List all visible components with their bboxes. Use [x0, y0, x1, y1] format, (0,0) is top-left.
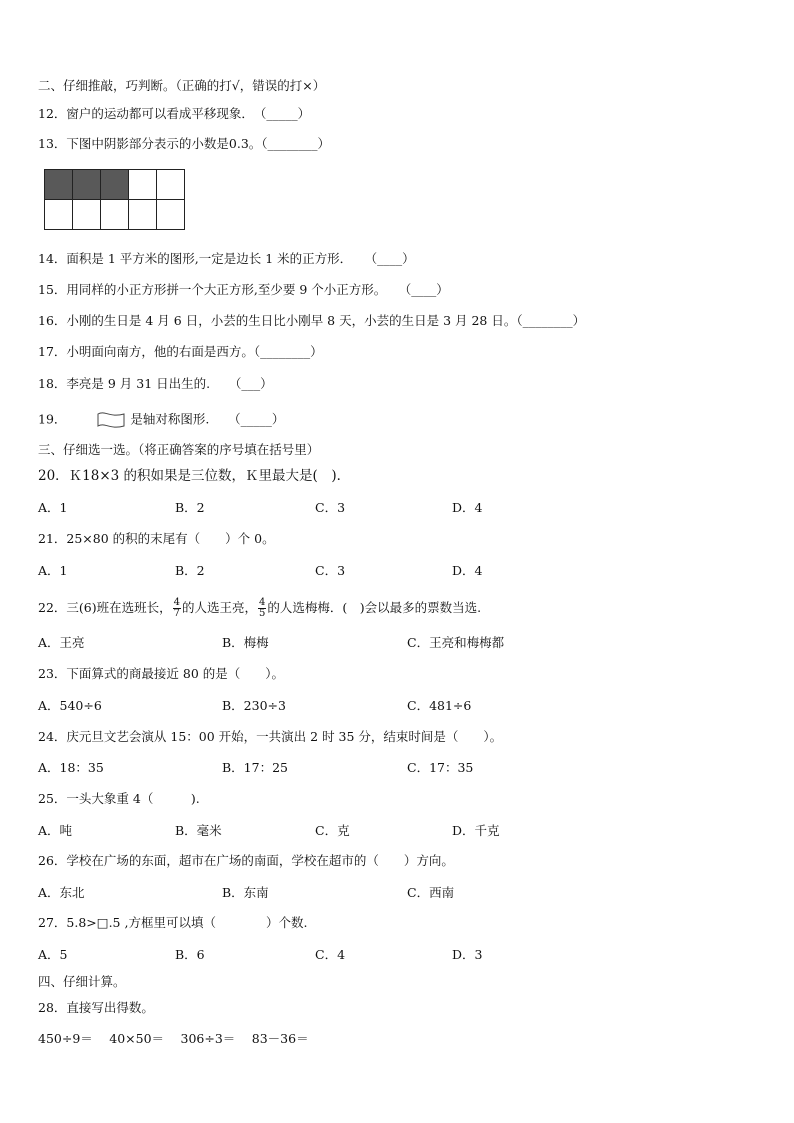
grid-cell-shaded [45, 170, 73, 200]
q26-option-c: C．西南 [407, 885, 455, 900]
q20-option-c: C．3 [315, 500, 346, 515]
question-13: 13．下图中阴影部分表示的小数是0.3。（________） [38, 136, 331, 151]
grid-cell [157, 170, 185, 200]
question-27: 27．5.8>□.5 ,方框里可以填（ ）个数. [38, 915, 308, 930]
grid-cell [45, 200, 73, 230]
grid-cell [101, 200, 129, 230]
section-2-heading: 二、仔细推敲，巧判断。（正确的打√，错误的打×） [38, 78, 326, 93]
q25-option-c: C．克 [315, 823, 350, 838]
section-4-heading: 四、仔细计算。 [38, 974, 126, 989]
grid-cell-shaded [73, 170, 101, 200]
grid-cell-shaded [101, 170, 129, 200]
q22-part-a: 22．三(6)班在选班长， [38, 600, 172, 615]
question-15: 15．用同样的小正方形拼一个大正方形,至少要 9 个小正方形。 （____） [38, 282, 449, 297]
q22-option-b: B．梅梅 [222, 635, 269, 650]
question-18: 18．李亮是 9 月 31 日出生的. （___） [38, 376, 273, 391]
q21-option-a: A．1 [38, 563, 68, 578]
grid-cell [157, 200, 185, 230]
question-26: 26．学校在广场的东面，超市在广场的南面，学校在超市的（ ）方向。 [38, 853, 454, 868]
question-14: 14．面积是 1 平方米的图形,一定是边长 1 米的正方形． （____） [38, 251, 415, 266]
section-3-heading: 三、仔细选一选。（将正确答案的序号填在括号里） [38, 442, 320, 457]
q20-option-b: B．2 [175, 500, 205, 515]
q22-part-b: 的人选王亮， [182, 600, 258, 615]
q24-option-b: B．17：25 [222, 760, 288, 775]
q22-option-c: C．王亮和梅梅都 [407, 635, 505, 650]
q21-option-d: D．4 [452, 563, 483, 578]
q26-option-a: A．东北 [38, 885, 85, 900]
fraction-four-fifths [258, 598, 266, 619]
q24-option-a: A．18：35 [38, 760, 104, 775]
q27-option-b: B．6 [175, 947, 205, 962]
question-23: 23．下面算式的商最接近 80 的是（ ）。 [38, 666, 285, 681]
question-19-number: 19． [38, 411, 67, 427]
shaded-grid-figure [44, 169, 185, 230]
q21-option-c: C．3 [315, 563, 346, 578]
grid-cell [129, 170, 157, 200]
q26-option-b: B．东南 [222, 885, 269, 900]
grid-cell [73, 200, 101, 230]
q22-option-a: A．王亮 [38, 635, 85, 650]
question-19-text: 是轴对称图形. （_____） [130, 411, 285, 427]
question-12: 12．窗户的运动都可以看成平移现象． （_____） [38, 106, 311, 121]
question-17: 17．小明面向南方，他的右面是西方。（________） [38, 344, 323, 359]
q21-option-b: B．2 [175, 563, 205, 578]
question-25: 25．一头大象重 4（ ). [38, 791, 200, 806]
wave-flag-shape-icon [96, 411, 126, 429]
question-16: 16．小刚的生日是 4 月 6 日，小芸的生日比小刚早 8 天，小芸的生日是 3 月 28 日。（________） [38, 313, 586, 328]
q27-option-d: D．3 [452, 947, 483, 962]
fraction-denominator: 5 [259, 608, 266, 619]
question-20: 20．Ｋ18×3 的积如果是三位数，Ｋ里最大是( )． [38, 468, 351, 484]
q22-part-c: 的人选梅梅．( )会以最多的票数当选. [267, 600, 482, 615]
q23-option-b: B．230÷3 [222, 698, 286, 713]
fraction-denominator: 7 [173, 608, 180, 619]
question-28: 28．直接写出得数。 [38, 1000, 154, 1015]
q25-option-d: D．千克 [452, 823, 500, 838]
fraction-numerator: 4 [259, 597, 266, 608]
q25-option-a: A．吨 [38, 823, 73, 838]
q20-option-d: D．4 [452, 500, 483, 515]
q23-option-a: A．540÷6 [38, 698, 102, 713]
question-19 [38, 411, 284, 429]
q27-option-a: A．5 [38, 947, 68, 962]
q23-option-c: C．481÷6 [407, 698, 472, 713]
q27-option-c: C．4 [315, 947, 346, 962]
fraction-four-sevenths [173, 598, 181, 619]
question-21: 21．25×80 的积的末尾有（ ）个 0。 [38, 531, 275, 546]
calculation-row: 450÷9＝ 40×50＝ 306÷3＝ 83－36＝ [38, 1031, 309, 1046]
q20-option-a: A．1 [38, 500, 68, 515]
grid-cell [129, 200, 157, 230]
q24-option-c: C．17：35 [407, 760, 474, 775]
fraction-numerator: 4 [173, 597, 180, 608]
q25-option-b: B．毫米 [175, 823, 222, 838]
question-22 [38, 596, 481, 620]
question-24: 24．庆元旦文艺会演从 15：00 开始，一共演出 2 时 35 分，结束时间是（ ）。 [38, 729, 503, 744]
